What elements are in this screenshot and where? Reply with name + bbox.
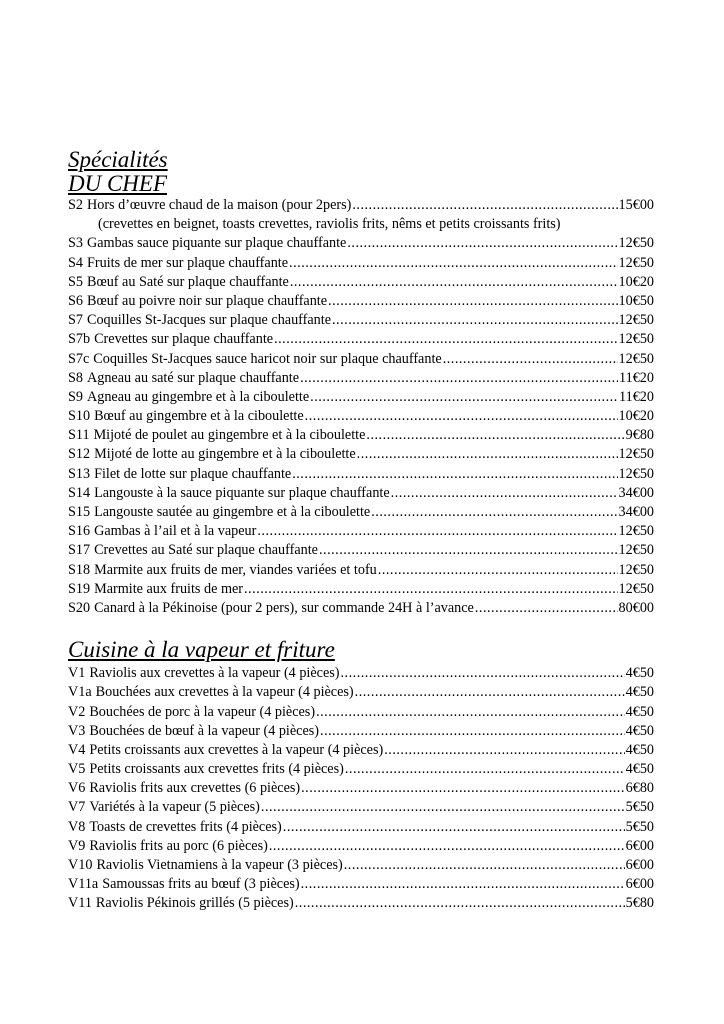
menu-item — [68, 798, 654, 817]
menu-item-code: S19 — [68, 580, 91, 597]
menu-item-code: S20 — [68, 599, 91, 616]
menu-item — [68, 407, 654, 426]
menu-item-name: Petits croissants aux crevettes à la vapeur (4 pièces) — [89, 741, 384, 758]
menu-item-name: Raviolis frits au porc (6 pièces) — [89, 837, 268, 854]
menu-item-price: 6€00 — [625, 876, 654, 893]
menu-item — [68, 465, 654, 484]
specialites-heading-line1: Spécialités — [68, 147, 168, 172]
menu-item — [68, 445, 654, 464]
menu-item-name: Bœuf au Saté sur plaque chauffante — [86, 273, 289, 290]
dot-leader — [319, 541, 618, 560]
menu-item-name: Bœuf au poivre noir sur plaque chauffante — [86, 292, 328, 309]
menu-item-price: 80€00 — [618, 599, 654, 616]
menu-item-price: 10€20 — [618, 408, 654, 425]
dot-leader — [328, 292, 617, 311]
menu-item — [68, 196, 654, 215]
menu-item-name: Raviolis aux crevettes à la vapeur (4 pièces) — [89, 665, 340, 682]
menu-item-name: Agneau au saté sur plaque chauffante — [86, 369, 300, 386]
menu-page — [68, 148, 654, 914]
menu-item — [68, 388, 654, 407]
dot-leader — [283, 818, 625, 837]
menu-item — [68, 561, 654, 580]
menu-item-name: Bœuf au gingembre et à la ciboulette — [94, 408, 304, 425]
dot-leader — [384, 741, 624, 760]
menu-item-price: 5€80 — [625, 895, 654, 912]
dot-leader — [289, 254, 617, 273]
menu-item-price: 11€20 — [619, 369, 654, 386]
menu-item-code: S18 — [68, 561, 91, 578]
menu-item-price: 6€00 — [625, 837, 654, 854]
menu-item-name: Petits croissants aux crevettes frits (4 pièces) — [89, 761, 344, 778]
dot-leader — [269, 837, 625, 856]
menu-item-code: V5 — [68, 761, 86, 778]
dot-leader — [378, 561, 618, 580]
menu-item-price: 12€50 — [618, 561, 654, 578]
menu-item-code: S16 — [68, 523, 91, 540]
menu-item-name: Mijoté de poulet au gingembre et à la ciboulette — [93, 427, 366, 444]
menu-item-code: V3 — [68, 722, 86, 739]
dot-leader — [295, 894, 625, 913]
menu-item-code: V7 — [68, 799, 86, 816]
menu-item — [68, 779, 654, 798]
menu-item-price: 6€00 — [625, 857, 654, 873]
dot-leader — [332, 311, 618, 330]
menu-item — [68, 273, 654, 292]
menu-item-name: Mijoté de lotte au gingembre et à la ciboulette — [94, 446, 356, 463]
vapeur-list — [68, 664, 654, 913]
menu-item-code: V11a — [68, 876, 99, 893]
vapeur-section — [68, 638, 654, 913]
menu-item-name: Langouste à la sauce piquante sur plaque chauffante — [94, 484, 390, 501]
menu-item — [68, 311, 654, 330]
menu-item-name: Langouste sautée au gingembre et à la ciboulette — [94, 504, 371, 520]
dot-leader — [305, 407, 618, 426]
menu-item-code: S9 — [68, 388, 83, 405]
menu-item-price: 10€20 — [618, 273, 654, 290]
dot-leader — [316, 703, 625, 722]
vapeur-heading: Cuisine à la vapeur et friture — [68, 637, 335, 663]
menu-item-price: 12€50 — [618, 312, 654, 329]
dot-leader — [341, 664, 625, 683]
menu-item — [68, 503, 654, 522]
menu-item-price: 4€50 — [625, 684, 654, 701]
menu-item-price: 12€50 — [618, 465, 654, 482]
menu-item — [68, 875, 654, 894]
menu-item-code: S10 — [68, 408, 91, 425]
menu-item-code: V6 — [68, 780, 86, 797]
menu-item-code: S11 — [68, 427, 90, 444]
menu-item-name: Agneau au gingembre et à la ciboulette — [86, 388, 310, 405]
menu-item — [68, 484, 654, 503]
menu-item — [68, 330, 654, 349]
menu-item-price: 11€20 — [619, 388, 654, 405]
dot-leader — [357, 445, 618, 464]
menu-item — [68, 741, 654, 760]
menu-item-price: 4€50 — [625, 761, 654, 778]
dot-leader — [391, 484, 618, 503]
menu-item — [68, 760, 654, 779]
menu-item-price: 34€00 — [618, 484, 654, 501]
dot-leader — [300, 369, 618, 388]
menu-item-code: S4 — [68, 254, 83, 271]
menu-item-name: Raviolis Pékinois grillés (5 pièces) — [95, 895, 294, 912]
menu-item-name: Gambas à l’ail et à la vapeur — [94, 523, 257, 540]
menu-item-price: 12€50 — [618, 254, 654, 271]
menu-item-price: 12€50 — [618, 523, 654, 540]
menu-item-price: 12€50 — [618, 235, 654, 252]
menu-item-price: 12€50 — [618, 580, 654, 597]
dot-leader — [352, 196, 617, 215]
menu-item-name: Marmite aux fruits de mer — [94, 580, 243, 597]
menu-item-code: V4 — [68, 741, 86, 758]
menu-item — [68, 722, 654, 741]
menu-item-price: 12€50 — [618, 350, 654, 367]
menu-item-price: 4€50 — [625, 741, 654, 758]
menu-item-code: S8 — [68, 369, 83, 386]
menu-item-price: 34€00 — [618, 504, 654, 520]
menu-item-name: Raviolis Vietnamiens à la vapeur (3 pièces) — [96, 857, 343, 873]
menu-item-price: 4€50 — [625, 722, 654, 739]
dot-leader — [443, 350, 618, 369]
dot-leader — [320, 722, 625, 741]
menu-item-code: S13 — [68, 465, 91, 482]
menu-item — [68, 837, 654, 856]
menu-item-name: Raviolis frits aux crevettes (6 pièces) — [89, 780, 301, 797]
dot-leader — [366, 426, 624, 445]
specialites-heading-line2: DU CHEF — [68, 171, 168, 196]
menu-item-code: S5 — [68, 273, 83, 290]
menu-item-note: (crevettes en beignet, toasts crevettes, raviolis frits, nêms et petits croissants frits) — [98, 216, 561, 233]
menu-item — [68, 818, 654, 837]
dot-leader — [290, 273, 618, 292]
menu-item-name: Bouchées de porc à la vapeur (4 pièces) — [89, 703, 316, 720]
menu-item — [68, 522, 654, 541]
menu-item-code: S12 — [68, 446, 91, 463]
menu-item-name: Crevettes sur plaque chauffante — [94, 331, 274, 348]
menu-item-code: V8 — [68, 818, 86, 835]
menu-item-code: V9 — [68, 837, 86, 854]
menu-item — [68, 599, 654, 618]
menu-item-name: Hors d’œuvre chaud de la maison (pour 2pers) — [86, 197, 352, 213]
dot-leader — [301, 875, 625, 894]
dot-leader — [292, 465, 617, 484]
menu-item-name: Bouchées de bœuf à la vapeur (4 pièces) — [89, 722, 320, 739]
menu-item-name: Canard à la Pékinoise (pour 2 pers), sur commande 24H à l’avance — [94, 599, 474, 616]
menu-item-name: Filet de lotte sur plaque chauffante — [94, 465, 292, 482]
menu-item-code: S3 — [68, 235, 83, 252]
dot-leader — [355, 683, 625, 702]
menu-item — [68, 350, 654, 369]
menu-item-price: 5€50 — [625, 799, 654, 816]
menu-item-code: S17 — [68, 542, 91, 559]
dot-leader — [475, 599, 618, 618]
dot-leader — [371, 503, 617, 522]
dot-leader — [347, 234, 617, 253]
menu-item — [68, 426, 654, 445]
specialites-section — [68, 148, 654, 618]
menu-item-name: Coquilles St-Jacques sur plaque chauffante — [86, 312, 331, 329]
menu-item-name: Samoussas frits au bœuf (3 pièces) — [102, 876, 300, 893]
dot-leader — [310, 388, 618, 407]
menu-item — [68, 856, 654, 875]
dot-leader — [344, 856, 625, 875]
menu-item-name: Crevettes au Saté sur plaque chauffante — [94, 542, 318, 559]
menu-item-price: 5€50 — [625, 818, 654, 835]
menu-item-price: 4€50 — [625, 665, 654, 682]
menu-item-name: Marmite aux fruits de mer, viandes variées et tofu — [94, 561, 377, 578]
menu-item-price: 12€50 — [618, 446, 654, 463]
menu-item-code: S14 — [68, 484, 91, 501]
menu-item — [68, 541, 654, 560]
menu-item-code: S7c — [68, 350, 90, 367]
menu-item-price: 4€50 — [625, 703, 654, 720]
menu-item-code: V1a — [68, 684, 92, 701]
dot-leader — [244, 580, 618, 599]
dot-leader — [274, 330, 617, 349]
menu-item-code: S7 — [68, 312, 83, 329]
dot-leader — [261, 798, 625, 817]
menu-item-code: V2 — [68, 703, 86, 720]
menu-item — [68, 369, 654, 388]
specialites-list — [68, 196, 654, 618]
dot-leader — [345, 760, 625, 779]
menu-item-name: Gambas sauce piquante sur plaque chauffante — [86, 235, 347, 252]
menu-item-price: 15€00 — [618, 197, 654, 213]
menu-item-price: 9€80 — [625, 427, 654, 444]
menu-item-name: Fruits de mer sur plaque chauffante — [86, 254, 289, 271]
menu-item-name: Coquilles St-Jacques sauce haricot noir sur plaque chauffante — [93, 350, 442, 367]
menu-item — [68, 254, 654, 273]
menu-item-price: 10€50 — [618, 292, 654, 309]
dot-leader — [301, 779, 625, 798]
menu-item — [68, 580, 654, 599]
dot-leader — [257, 522, 617, 541]
menu-item-code: V10 — [68, 857, 93, 873]
menu-item-code: V1 — [68, 665, 86, 682]
menu-item — [68, 664, 654, 683]
menu-item-code: V11 — [68, 895, 92, 912]
menu-item-code: S2 — [68, 197, 83, 213]
menu-item — [68, 683, 654, 702]
menu-item-name: Bouchées aux crevettes à la vapeur (4 pièces) — [95, 684, 354, 701]
menu-item-price: 12€50 — [618, 542, 654, 559]
menu-item — [68, 703, 654, 722]
menu-item — [68, 894, 654, 913]
menu-item-name: Variétés à la vapeur (5 pièces) — [89, 799, 260, 816]
menu-item-price: 12€50 — [618, 331, 654, 348]
menu-item-code: S6 — [68, 292, 83, 309]
menu-item-name: Toasts de crevettes frits (4 pièces) — [89, 818, 282, 835]
menu-item-code: S7b — [68, 331, 91, 348]
menu-item — [68, 234, 654, 253]
menu-item — [68, 292, 654, 311]
menu-item-price: 6€80 — [625, 780, 654, 797]
menu-item-code: S15 — [68, 504, 91, 520]
